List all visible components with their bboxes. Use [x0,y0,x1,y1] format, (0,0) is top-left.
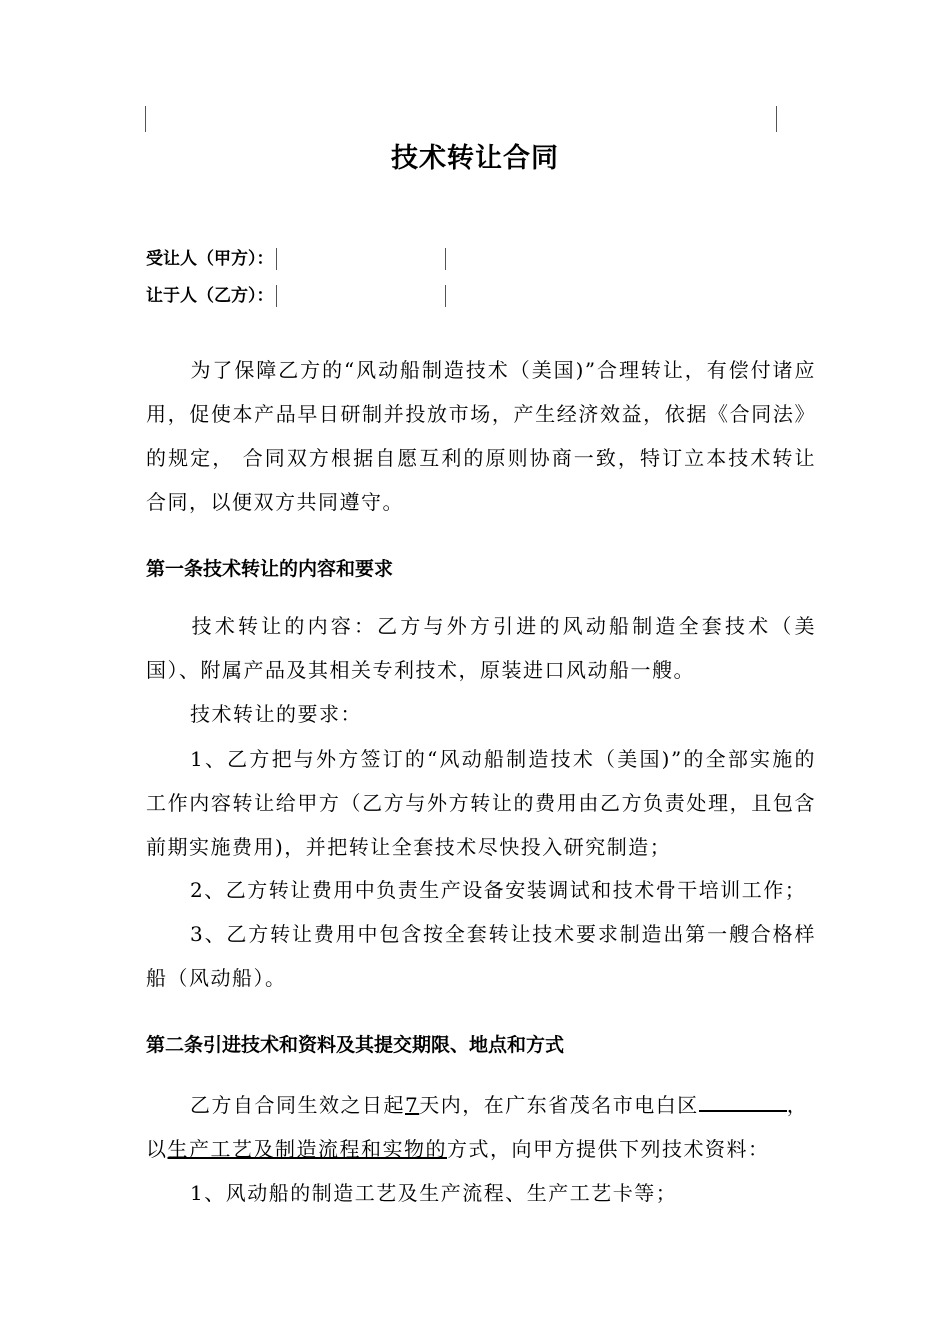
section-1-item-3 [146,912,816,1000]
preamble-paragraph [146,348,816,524]
section-2-p1-middle: 天内，在广东省茂名市电白区 [419,1093,699,1117]
party-b-row [146,281,446,307]
section-1-item-1 [146,737,816,869]
section-2-p2-end: 方式，向甲方提供下列技术资料： [447,1137,770,1161]
method-underlined: 生产工艺及制造流程和实物的 [167,1137,447,1161]
crop-mark-right [776,106,777,132]
section-1-item-1-text: 1、乙方把与外方签订的“风动船制造技术（美国)”的全部实施的工作内容转让给甲方（乙方与外方转让的费用由乙方负责处理，且包含前期实施费用)，并把转让全套技术尽快投入研究制造； [146,747,816,859]
party-b-field[interactable] [276,285,446,307]
section-2-item-1 [146,1171,816,1215]
section-2-p1-end: ， [786,1093,809,1117]
section-2-heading: 第二条引进技术和资料及其提交期限、地点和方式 [146,1034,565,1056]
document-title: 技术转让合同 [391,143,559,174]
section-1-item-2 [146,868,816,912]
section-1-item-2-text: 2、乙方转让费用中负责生产设备安装调试和技术骨干培训工作； [190,878,807,902]
preamble-text: 为了保障乙方的“风动船制造技术（美国)”合理转让，有偿付诸应用，促使本产品早日研制并投放市场，产生经济效益，依据《合同法》的规定， 合同双方根据自愿互利的原则协商一致，特订立本技术转让合同，以便双方共同遵守。 [146,358,816,514]
section-1-content [146,604,816,692]
party-a-row [146,244,446,270]
section-1-heading: 第一条技术转让的内容和要求 [146,558,394,580]
section-1-req-label [146,692,816,736]
party-a-field[interactable] [276,248,446,270]
section-1-item-3-text: 3、乙方转让费用中包含按全套转让技术要求制造出第一艘合格样船（风动船）。 [146,922,816,990]
party-b-label: 让于人（乙方）： [146,286,274,306]
section-1-content-text: 技术转让的内容：乙方与外方引进的风动船制造全套技术（美国）、附属产品及其相关专利技术，原装进口风动船一艘。 [146,614,816,682]
crop-mark-left [145,106,146,132]
section-2-p2-start: 以 [146,1137,168,1161]
section-2-paragraph-2 [146,1127,816,1171]
section-2-paragraph-1 [146,1083,816,1127]
section-2-item-1-text: 1、风动船的制造工艺及生产流程、生产工艺卡等； [190,1181,678,1205]
party-a-label: 受让人（甲方）： [146,249,274,269]
section-2-p1-start: 乙方自合同生效之日起 [190,1093,405,1117]
location-blank [699,1090,787,1112]
section-1-req-label-text: 技术转让的要求： [190,702,362,726]
days-value: 7 [405,1093,420,1117]
